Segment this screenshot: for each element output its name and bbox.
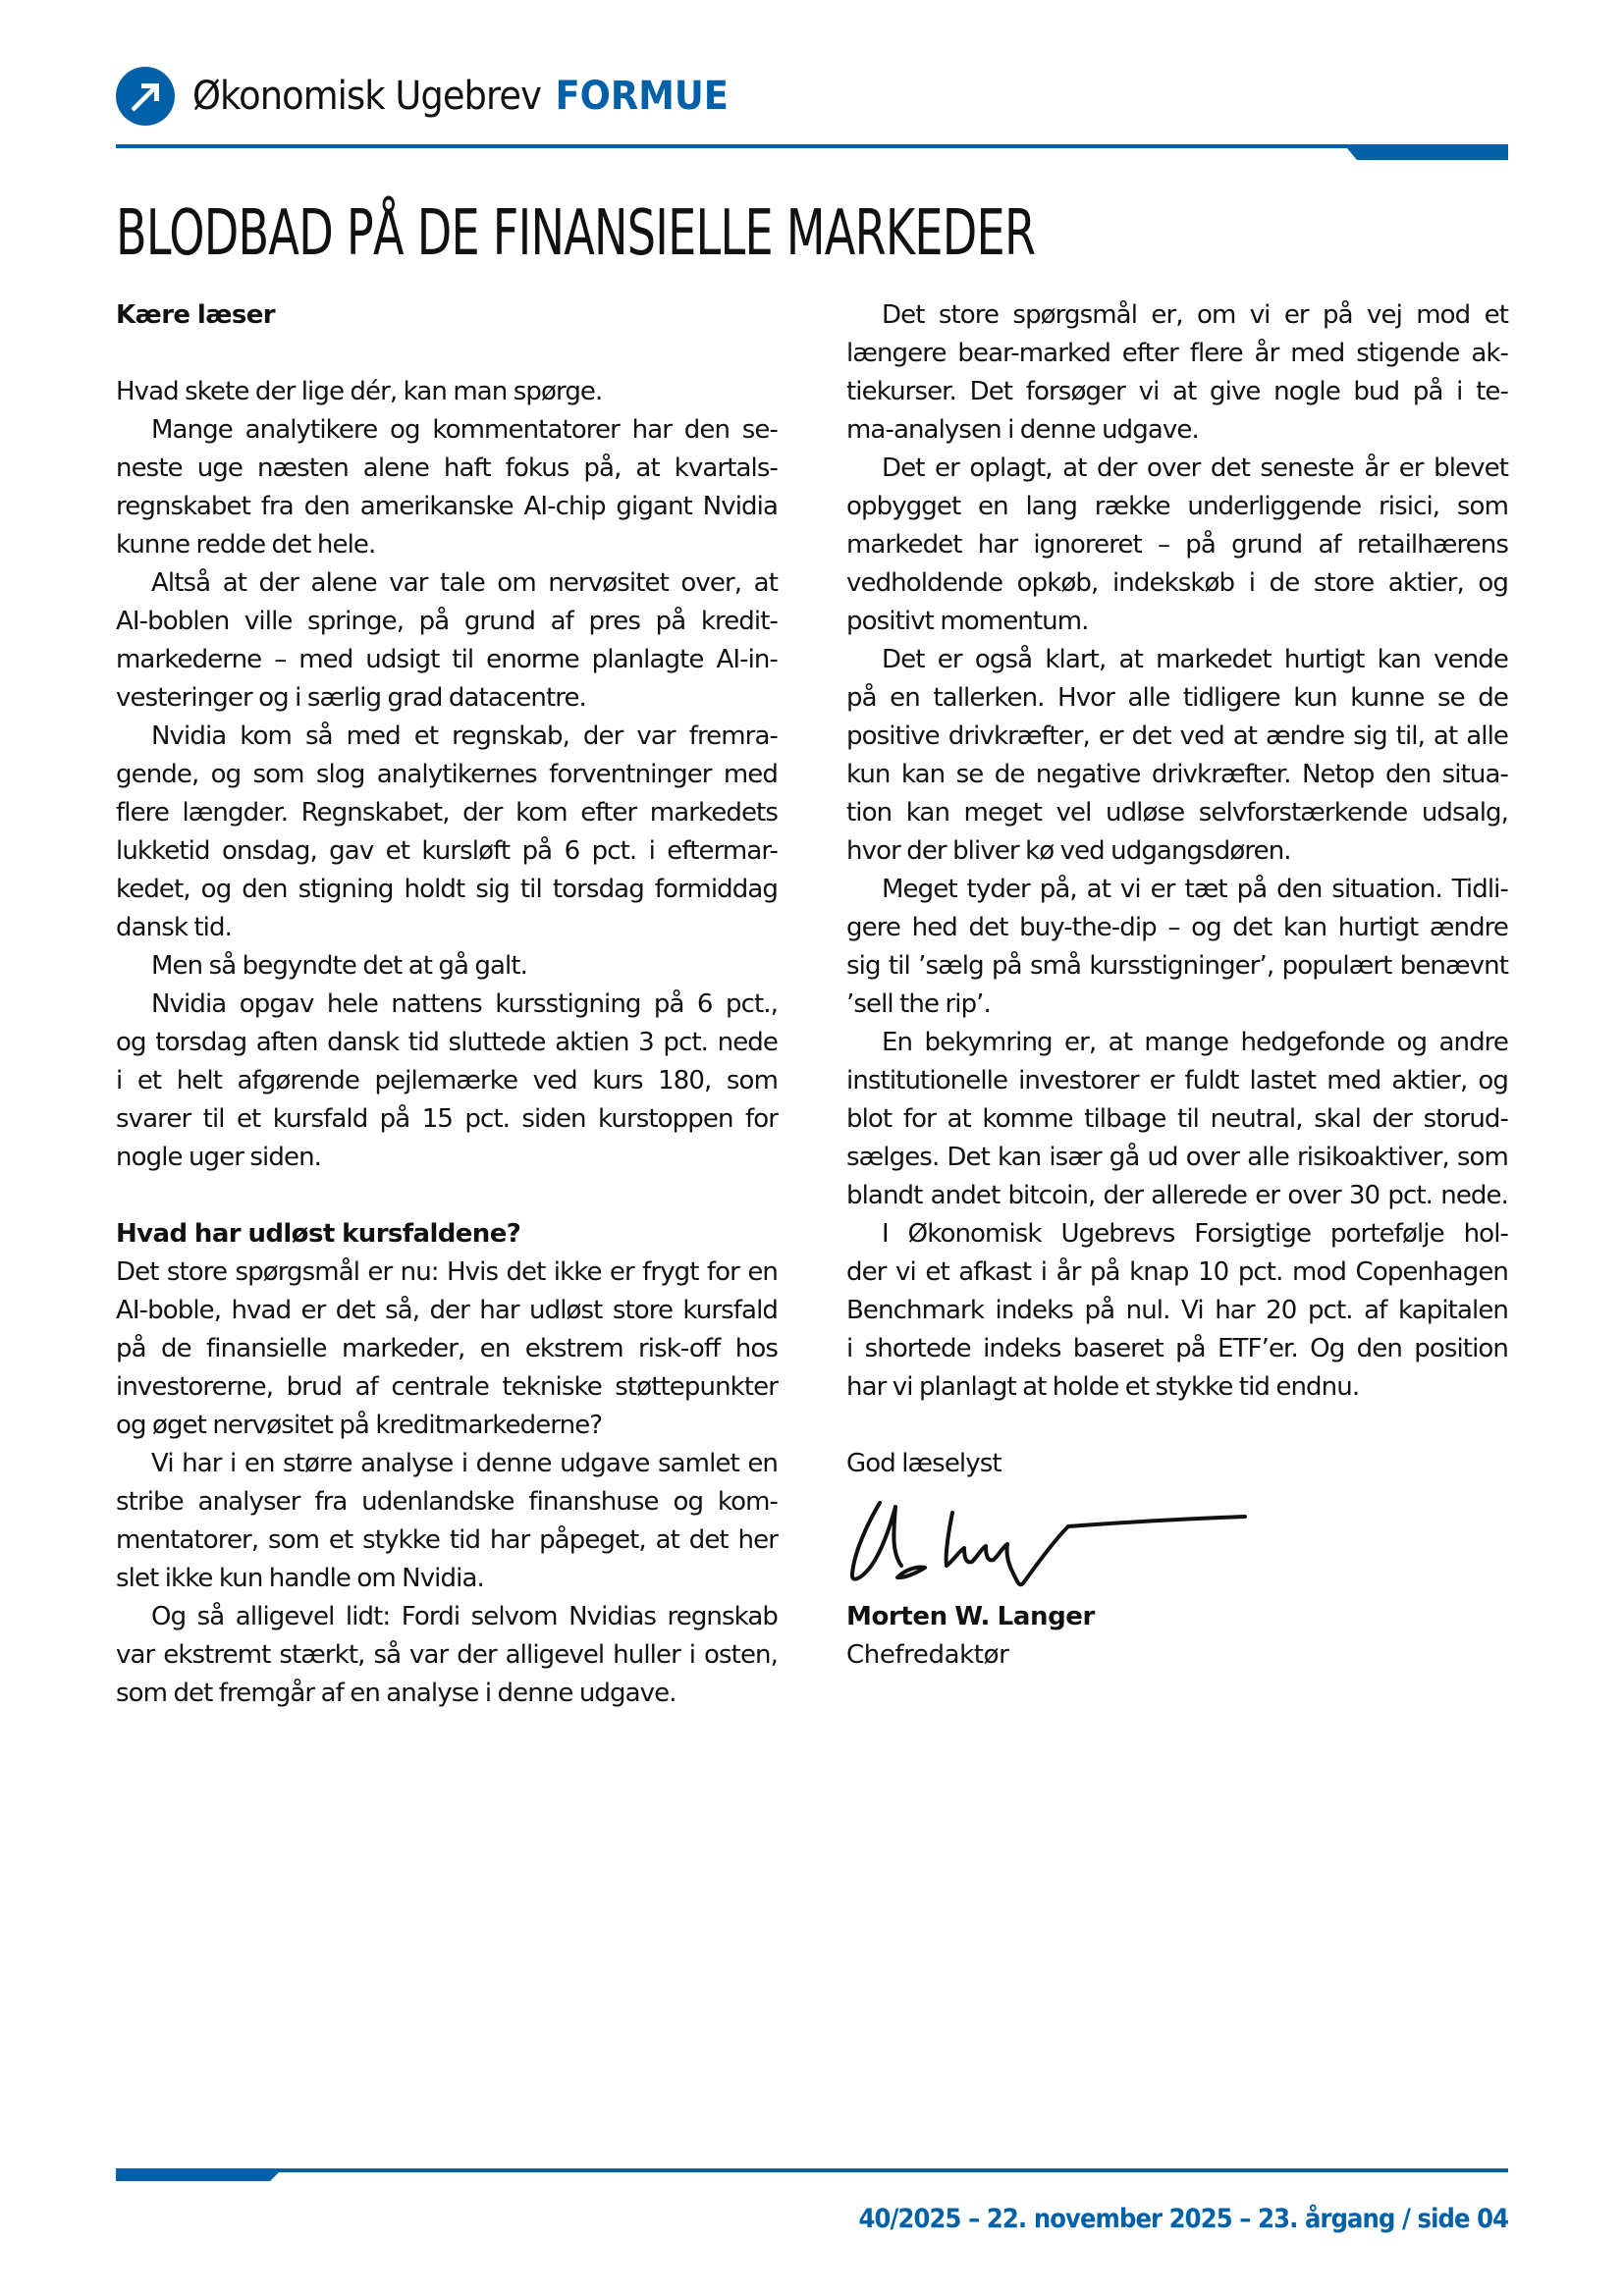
text-line: positive drivkræfter, er det ved at ændre sig til, at alle [846, 721, 1508, 751]
left-paragraphs [116, 373, 778, 1177]
text-line: og øget nervøsitet på kreditmarkederne? [116, 1411, 603, 1440]
text-line: tion kan meget vel udløse selvforstærkende udsalg, [846, 798, 1508, 828]
text-line: Nvidia kom så med et regnskab, der var fremra- [151, 721, 778, 751]
left-column [116, 296, 778, 1713]
text-line: og torsdag aften dansk tid sluttede aktien 3 pct. nede [116, 1028, 778, 1057]
closing-text: God læselyst [846, 1449, 1001, 1478]
text-line: I Økonomisk Ugebrevs Forsigtige portefølje hol- [882, 1219, 1508, 1249]
left-paragraphs-2 [116, 1254, 778, 1713]
header-rule-tab [1347, 144, 1508, 160]
author-name: Morten W. Langer [846, 1602, 1095, 1631]
text-line: Hvad skete der lige dér, kan man spørge. [116, 377, 603, 406]
logo-arrow-icon [116, 67, 175, 126]
text-line: slet ikke kun handle om Nvidia. [116, 1564, 484, 1593]
brand-name: Økonomisk Ugebrev [192, 74, 541, 119]
text-line: kedet, og den stigning holdt sig til torsdag formiddag [116, 875, 778, 904]
text-line: i shortede indeks baseret på ETF’er. Og den position [846, 1334, 1508, 1363]
text-line: AI-boble, hvad er det så, der har udløst store kursfald [116, 1296, 778, 1325]
text-line: En bekymring er, at mange hedgefonde og andre [882, 1028, 1508, 1057]
spacer [116, 1177, 778, 1215]
text-line: investorerne, brud af centrale tekniske støttepunkter [116, 1372, 778, 1402]
text-line: har vi planlagt at holde et stykke tid endnu. [846, 1372, 1360, 1402]
right-column [846, 296, 1508, 1675]
text-line: stribe analyser fra udenlandske finanshuse og kom- [116, 1487, 778, 1517]
text-line: flere længder. Regnskabet, der kom efter markedets [116, 798, 778, 828]
text-line: opbygget en lang række underliggende risici, som [846, 492, 1508, 521]
text-line: gende, og som slog analytikernes forventninger med [116, 760, 778, 789]
author-role: Chefredaktør [846, 1640, 1009, 1670]
salutation: Kære læser [116, 300, 275, 330]
text-line: lukketid onsdag, gav et kursløft på 6 pct. i eftermar- [116, 836, 778, 866]
brand-title [192, 74, 729, 119]
text-line: ’sell the rip’. [846, 989, 991, 1019]
header-rule [116, 144, 1349, 148]
text-line: på en tallerken. Hvor alle tidligere kun kunne se de [846, 683, 1508, 713]
text-line: Mange analytikere og kommentatorer har den se- [151, 415, 778, 445]
text-line: dansk tid. [116, 913, 232, 942]
right-paragraphs [846, 296, 1508, 1407]
text-line: Og så alligevel lidt: Fordi selvom Nvidias regnskab [151, 1602, 778, 1631]
text-line: mentatorer, som et stykke tid har påpeget, at det her [116, 1525, 778, 1555]
text-line: gere hed det buy-the-dip – og det kan hurtigt ændre [846, 913, 1508, 942]
text-line: kunne redde det hele. [116, 530, 376, 560]
text-line: var ekstremt stærkt, så var der alligevel huller i osten, [116, 1640, 778, 1670]
text-line: Det store spørgsmål er, om vi er på vej mod et [882, 300, 1508, 330]
subheading: Hvad har udløst kursfaldene? [116, 1219, 521, 1249]
text-line: Det store spørgsmål er nu: Hvis det ikke er frygt for en [116, 1257, 778, 1287]
brand-section: FORMUE [555, 74, 729, 119]
text-line: blandt andet bitcoin, der allerede er over 30 pct. nede. [846, 1181, 1508, 1210]
text-line: der vi et afkast i år på knap 10 pct. mod Copenhagen [846, 1257, 1508, 1287]
text-line: Vi har i en større analyse i denne udgave samlet en [151, 1449, 778, 1478]
text-line: AI-boblen ville springe, på grund af pres på kredit- [116, 607, 778, 636]
text-line: vesteringer og i særlig grad datacentre. [116, 683, 586, 713]
issue-info: 40/2025 – 22. november 2025 – 23. årgang / side 04 [858, 2204, 1508, 2234]
text-line: Altså at der alene var tale om nervøsitet over, at [151, 568, 778, 598]
spacer [846, 1407, 1508, 1445]
text-line: institutionelle investorer er fuldt lastet med aktier, og [846, 1066, 1508, 1095]
footer-rule [116, 2168, 1508, 2172]
text-line: i et helt afgørende pejlemærke ved kurs 180, som [116, 1066, 778, 1095]
text-line: neste uge næsten alene haft fokus på, at kvartals- [116, 454, 778, 483]
text-line: sælges. Det kan især gå ud over alle risikoaktiver, som [846, 1143, 1508, 1172]
text-line: på de finansielle markeder, en ekstrem risk-off hos [116, 1334, 778, 1363]
text-line: som det fremgår af en analyse i denne udgave. [116, 1679, 677, 1708]
footer-rule-tab [116, 2168, 279, 2181]
text-line: Det er også klart, at markedet hurtigt kan vende [882, 645, 1508, 674]
text-line: Det er oplagt, at der over det seneste år er blevet [882, 454, 1508, 483]
text-line: kun kan se de negative drivkræfter. Netop den situa- [846, 760, 1508, 789]
text-line: Meget tyder på, at vi er tæt på den situation. Tidli- [882, 875, 1508, 904]
text-line: Men så begyndte det at gå galt. [151, 951, 528, 981]
text-line: ma-analysen i denne udgave. [846, 415, 1199, 445]
text-line: sig til ’sælg på små kursstigninger’, populært benævnt [846, 951, 1508, 981]
text-line: længere bear-marked efter flere år med stigende ak- [846, 339, 1508, 368]
text-line: Benchmark indeks på nul. Vi har 20 pct. af kapitalen [846, 1296, 1508, 1325]
text-line: Nvidia opgav hele nattens kursstigning på 6 pct., [151, 989, 778, 1019]
text-line: nogle uger siden. [116, 1143, 322, 1172]
text-line: tiekurser. Det forsøger vi at give nogle bud på i te- [846, 377, 1508, 406]
text-line: svarer til et kursfald på 15 pct. siden kurstoppen for [116, 1104, 778, 1134]
text-line: hvor der bliver kø ved udgangsdøren. [846, 836, 1291, 866]
signature-icon [846, 1483, 1508, 1598]
text-line: blot for at komme tilbage til neutral, skal der storud- [846, 1104, 1508, 1134]
masthead [116, 61, 775, 132]
text-line: regnskabet fra den amerikanske AI-chip gigant Nvidia [116, 492, 778, 521]
article-title: BLODBAD PÅ DE FINANSIELLE MARKEDER [116, 197, 1036, 270]
text-line: markederne – med udsigt til enorme planlagte AI-in- [116, 645, 778, 674]
spacer [116, 335, 778, 373]
text-line: markedet har ignoreret – på grund af retailhærens [846, 530, 1508, 560]
text-line: positivt momentum. [846, 607, 1089, 636]
text-line: vedholdende opkøb, indekskøb i de store aktier, og [846, 568, 1508, 598]
